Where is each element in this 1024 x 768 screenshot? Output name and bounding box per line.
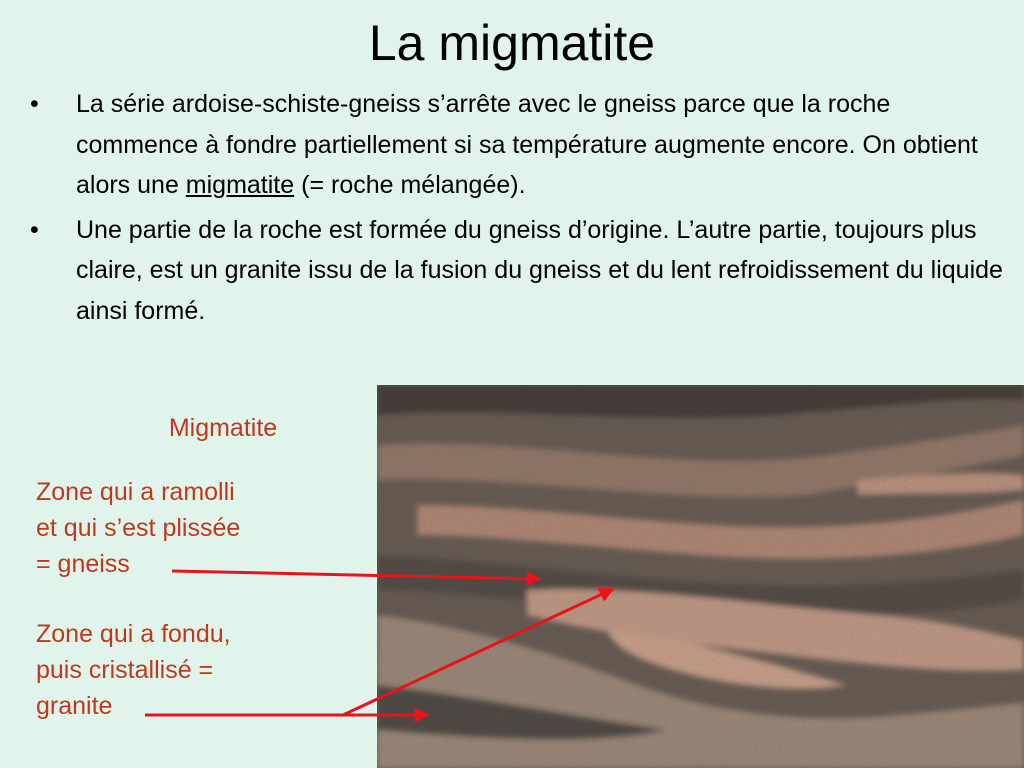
bullet-list	[30, 84, 1015, 335]
label-line: Zone qui a ramolli	[36, 478, 235, 506]
label-line: et qui s’est plissée	[36, 514, 241, 542]
bullet-item-2	[30, 210, 1015, 332]
slide-title: La migmatite	[368, 15, 656, 71]
bullet-text: La série ardoise-schiste-gneiss s’arrête avec le gneiss parce que la roche commence à fondre partiellement si sa température augmente encore. On obtient alors une	[76, 90, 978, 199]
label-gneiss-zone	[36, 474, 240, 582]
label-line: granite	[36, 692, 113, 720]
bullet-marker: •	[30, 90, 39, 118]
migmatite-rock-photo	[377, 385, 1024, 768]
figure-caption: Migmatite	[168, 414, 278, 442]
bullet-text-end: (= roche mélangée).	[294, 171, 526, 199]
bullet-marker: •	[30, 215, 39, 244]
bullet-item-1	[30, 84, 1015, 206]
label-line: = gneiss	[36, 550, 130, 578]
label-line: puis cristallisé =	[36, 656, 214, 684]
term-migmatite: migmatite	[185, 171, 295, 199]
label-granite-zone	[36, 616, 231, 724]
bullet-text: Une partie de la roche est formée du gneiss d’origine. L’autre partie, toujours plus claire, est un granite issu de la fusion du gneiss et du lent refroidissement du liquide ainsi formé.	[76, 215, 1003, 325]
label-line: Zone qui a fondu,	[36, 620, 231, 648]
